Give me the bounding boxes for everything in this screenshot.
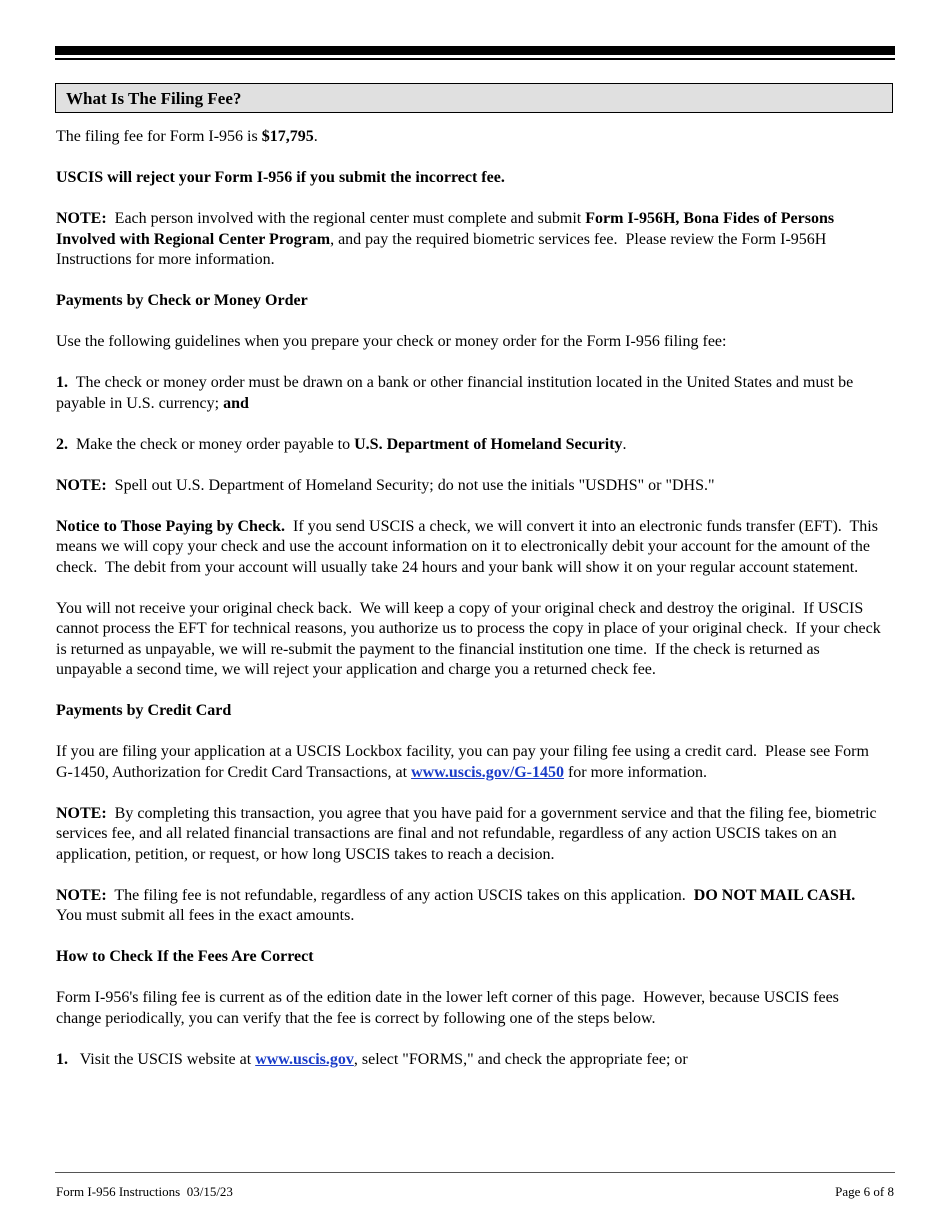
header-thick-rule [55,46,895,55]
credit-text1: If you are filing your application at a USCIS Lockbox facility, you can pay your filing fee using a credit card. Please see Form G-1450, Authorization for Credit Card Transactions, at [56,743,873,781]
note-refund [56,886,888,927]
guideline-1 [56,373,888,414]
note-refund-end: You must submit all fees in the exact amounts. [56,886,863,924]
check-heading [56,291,888,312]
check-intro: Use the following guidelines when you prepare your check or money order for the Form I-956 filing fee: [56,333,727,350]
note-final-text: By completing this transaction, you agree that you have paid for a government service and that the filing fee, biometric services fee, and all related financial transactions are final and not refundable, regardless of any action USCIS takes on an application, petition, or request, or how long USCIS takes to reach a decision. [56,804,881,863]
verify-intro: Form I-956's filing fee is current as of the edition date in the lower left corner of this page. However, because USCIS fees change periodically, you can verify that the fee is correct by following one of the steps below. [56,989,843,1027]
note-final [56,804,888,866]
guideline-1-number: 1. [56,374,68,391]
note-label: NOTE: [56,886,107,904]
credit-paragraph [56,742,888,783]
original-check-paragraph: You will not receive your original check back. We will keep a copy of your original check and destroy the original. If USCIS cannot process the EFT for technical reasons, you authorize us to process the copy in place of your original check. If your check is returned as unpayable, we will re-submit the payment to the financial institution one time. If the check is returned as unpayable a second time, we will reject your application and charge you a returned check fee. [56,599,885,678]
notice-check [56,517,888,579]
credit-text2: for more information. [563,763,708,781]
check-heading-text: Payments by Check or Money Order [56,292,308,309]
document-body [56,127,888,1091]
note-biometric-form: Form I-956H, Bona Fides of Persons Involved with Regional Center Program [56,210,835,248]
note-biometric-text1: Each person involved with the regional center must complete and submit [106,210,586,227]
header-thin-rule [55,58,895,60]
step-1-text2: , select "FORMS," and check the appropriate fee; or [353,1050,688,1068]
note-label: NOTE: [56,476,107,494]
guideline-2 [56,435,888,456]
guideline-2-end: . [622,435,627,453]
fee-amount: $17,795 [261,128,314,145]
guideline-2-number: 2. [56,435,68,453]
guideline-2-text: Make the check or money order payable to [68,435,355,453]
guideline-1-and: and [223,394,249,412]
note-label: NOTE: [56,804,107,822]
footer-page-number: Page 6 of 8 [835,1184,894,1199]
verify-heading [56,947,888,968]
footer-rule [55,1172,895,1173]
uscis-website-link[interactable]: www.uscis.gov [255,1050,354,1068]
note-biometric [56,209,888,271]
section-title: What Is The Filing Fee? [66,89,242,108]
note-refund-text: The filing fee is not refundable, regardless of any action USCIS takes on this application. [106,886,694,904]
section-heading-box [55,83,893,113]
fee-end: . [313,128,318,145]
guideline-2-payee: U.S. Department of Homeland Security [354,435,623,453]
no-cash-warning: DO NOT MAIL CASH. [693,886,856,904]
step-1-number: 1. [56,1050,68,1068]
notice-check-label: Notice to Those Paying by Check. [56,517,286,535]
note-biometric-text2: , and pay the required biometric services fee. Please review the Form I-956H Instructions for more information. [56,230,831,268]
verify-heading-text: How to Check If the Fees Are Correct [56,948,314,965]
fee-paragraph [56,127,888,148]
reject-warning [56,168,888,189]
guideline-1-text: The check or money order must be drawn on a bank or other financial institution located in the United States and must be payable in U.S. currency; [56,374,858,412]
reject-warning-text: USCIS will reject your Form I-956 if you submit the incorrect fee. [56,169,505,186]
step-1-text1: Visit the USCIS website at [68,1050,256,1068]
footer-form-edition: Form I-956 Instructions 03/15/23 [56,1184,233,1199]
note-spell-text: Spell out U.S. Department of Homeland Security; do not use the initials "USDHS" or "DHS." [106,476,715,494]
credit-heading-text: Payments by Credit Card [56,702,232,719]
note-label: NOTE: [56,210,107,227]
g1450-link[interactable]: www.uscis.gov/G-1450 [411,763,564,781]
step-1 [56,1050,888,1071]
notice-check-text: If you send USCIS a check, we will convert it into an electronic funds transfer (EFT). This means we will copy your check and use the account information on it to electronically debit your account for the amount of the check. The debit from your account will usually take 24 hours and your bank will show it on your regular account statement. [56,517,882,576]
note-spell [56,476,888,497]
fee-lead: The filing fee for Form I-956 is [56,128,262,145]
credit-heading [56,701,888,722]
